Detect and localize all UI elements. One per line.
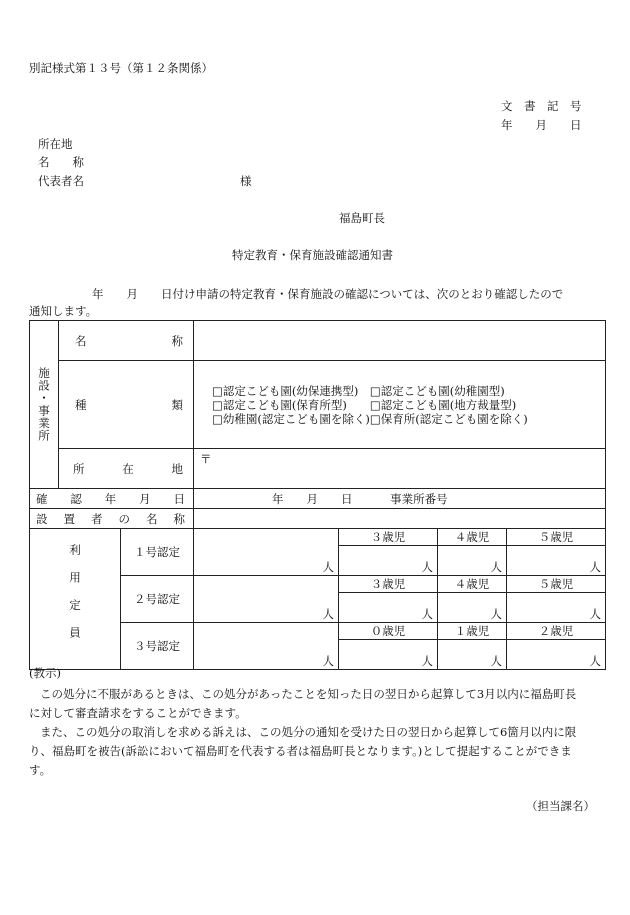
- category-2-total: [194, 576, 339, 623]
- category-1-age-1-unit: 人: [421, 560, 433, 574]
- facility-location-label-cell: [59, 449, 194, 489]
- confirm-date-label-3: 年: [104, 491, 117, 506]
- department-label: （担当課名）: [526, 799, 595, 813]
- category-1-age-3: ５歳児: [507, 529, 606, 546]
- facility-type-row-3: □幼稚園(認定こども園を除く)□保育所(認定こども園を除く): [212, 411, 528, 426]
- issuer: 福島町長: [339, 211, 385, 225]
- facility-group-label-cell: [30, 321, 59, 489]
- facility-type-label-cell: [59, 361, 194, 449]
- confirmation-table: [29, 320, 606, 670]
- addressee-name-label: 名 称: [38, 155, 84, 169]
- category-2-age-1-value: [339, 593, 438, 623]
- founder-value: [194, 509, 606, 529]
- confirm-date-label-2: 認: [70, 491, 82, 506]
- category-2-age-2-unit: 人: [490, 607, 502, 621]
- notice-p2-line-2: り、福島町を被告(訴訟において福島町を代表する者は福島町長となります。)として提起することができま: [29, 744, 572, 758]
- facility-group-label: 施設・事業所: [37, 367, 51, 442]
- honorific: 様: [240, 174, 252, 188]
- notice-heading: (教示): [29, 666, 61, 680]
- category-2-age-1-unit: 人: [421, 607, 433, 621]
- category-2-age-2: ４歳児: [438, 576, 507, 593]
- facility-name-label-cell: [59, 321, 194, 361]
- category-1-total-unit: 人: [322, 560, 334, 574]
- founder-label-3: 者: [91, 511, 103, 526]
- form-number: 別記様式第１３号（第１２条関係）: [29, 61, 213, 75]
- category-1-age-3-unit: 人: [589, 560, 601, 574]
- category-3-age-3-value: [507, 640, 606, 670]
- facility-name-label-2: 称: [171, 333, 183, 348]
- founder-label-2: 置: [63, 511, 75, 526]
- founder-label-cell: [30, 509, 194, 529]
- notice-p1-line-2: に対して審査請求をすることができます。: [29, 706, 247, 720]
- office-number-label: 事業所番号: [390, 491, 448, 506]
- facility-location-value: [194, 449, 606, 489]
- category-3-age-3: ２歳児: [507, 623, 606, 640]
- notice-paragraph-2: [29, 723, 605, 780]
- facility-type-row-2: □認定こども園(保育所型) □認定こども園(地方裁量型): [212, 397, 517, 412]
- facility-type-options: [194, 361, 606, 449]
- capacity-label: 利用定員: [68, 544, 82, 654]
- category-1-total: [194, 529, 339, 576]
- addressee-location-label: 所在地: [38, 137, 73, 151]
- category-2-age-3: ５歳児: [507, 576, 606, 593]
- postal-mark: 〒: [200, 452, 212, 466]
- category-3-age-2-unit: 人: [490, 654, 502, 668]
- notice-p1-line-1: この処分に不服があるときは、この処分があったことを知った日の翌日から起算して3月以内に福島町長: [40, 687, 577, 701]
- founder-label-6: 称: [173, 511, 185, 526]
- facility-location-label-1: 所: [73, 461, 85, 476]
- confirm-date-label-4: 月: [139, 491, 151, 506]
- category-3-age-2: １歳児: [438, 623, 507, 640]
- notice-paragraph-1: [29, 685, 605, 723]
- addressee-representative-label: 代表者名: [38, 174, 84, 188]
- category-1-age-2: ４歳児: [438, 529, 507, 546]
- category-3-age-2-value: [438, 640, 507, 670]
- notice-p2-line-3: す。: [29, 763, 52, 777]
- confirm-date-label-cell: [30, 489, 194, 509]
- facility-location-label-2: 在: [122, 461, 134, 476]
- category-3-total-unit: 人: [322, 654, 334, 668]
- category-1-label: １号認定: [121, 529, 194, 576]
- facility-type-row-1: □認定こども園(幼保連携型) □認定こども園(幼稚園型): [212, 383, 505, 398]
- category-2-age-3-unit: 人: [589, 607, 601, 621]
- capacity-label-cell: [30, 529, 121, 670]
- category-2-age-1: ３歳児: [339, 576, 438, 593]
- notice-p2-line-1: また、この処分の取消しを求める訴えは、この処分の通知を受けた日の翌日から起算して6箇月以内に限: [40, 725, 577, 739]
- facility-name-label-1: 名: [75, 333, 87, 348]
- category-2-age-3-value: [507, 593, 606, 623]
- facility-name-value: [194, 321, 606, 361]
- category-1-age-1-value: [339, 546, 438, 576]
- category-2-total-unit: 人: [322, 607, 334, 621]
- founder-label-5: 名: [146, 511, 158, 526]
- date-label: 年 月 日: [501, 118, 582, 132]
- category-3-age-1-value: [339, 640, 438, 670]
- category-2-age-2-value: [438, 593, 507, 623]
- founder-label-1: 設: [36, 511, 48, 526]
- category-1-age-1: ３歳児: [339, 529, 438, 546]
- category-1-age-2-value: [438, 546, 507, 576]
- confirm-date-value: 年 月 日: [272, 491, 353, 506]
- category-2-label: ２号認定: [121, 576, 194, 623]
- document-title: 特定教育・保育施設確認通知書: [232, 248, 393, 262]
- confirm-date-value-cell: [194, 489, 606, 509]
- confirm-date-label-5: 日: [173, 491, 185, 506]
- category-3-age-1: ０歳児: [339, 623, 438, 640]
- category-3-age-1-unit: 人: [421, 654, 433, 668]
- facility-type-label-2: 類: [171, 397, 183, 412]
- intro-line-1: 年 月 日付け申請の特定教育・保育施設の確認については、次のとおり確認したので: [92, 287, 564, 301]
- category-3-label: ３号認定: [121, 623, 194, 670]
- confirm-date-label-1: 確: [36, 491, 48, 506]
- facility-location-label-3: 地: [171, 461, 183, 476]
- facility-type-label-1: 種: [75, 397, 87, 412]
- category-1-age-2-unit: 人: [490, 560, 502, 574]
- category-1-age-3-value: [507, 546, 606, 576]
- founder-label-4: の: [118, 511, 130, 526]
- doc-number-label: 文 書 記 号: [501, 99, 582, 113]
- category-3-total: [194, 623, 339, 670]
- category-3-age-3-unit: 人: [589, 654, 601, 668]
- intro-line-2: 通知します。: [29, 304, 98, 318]
